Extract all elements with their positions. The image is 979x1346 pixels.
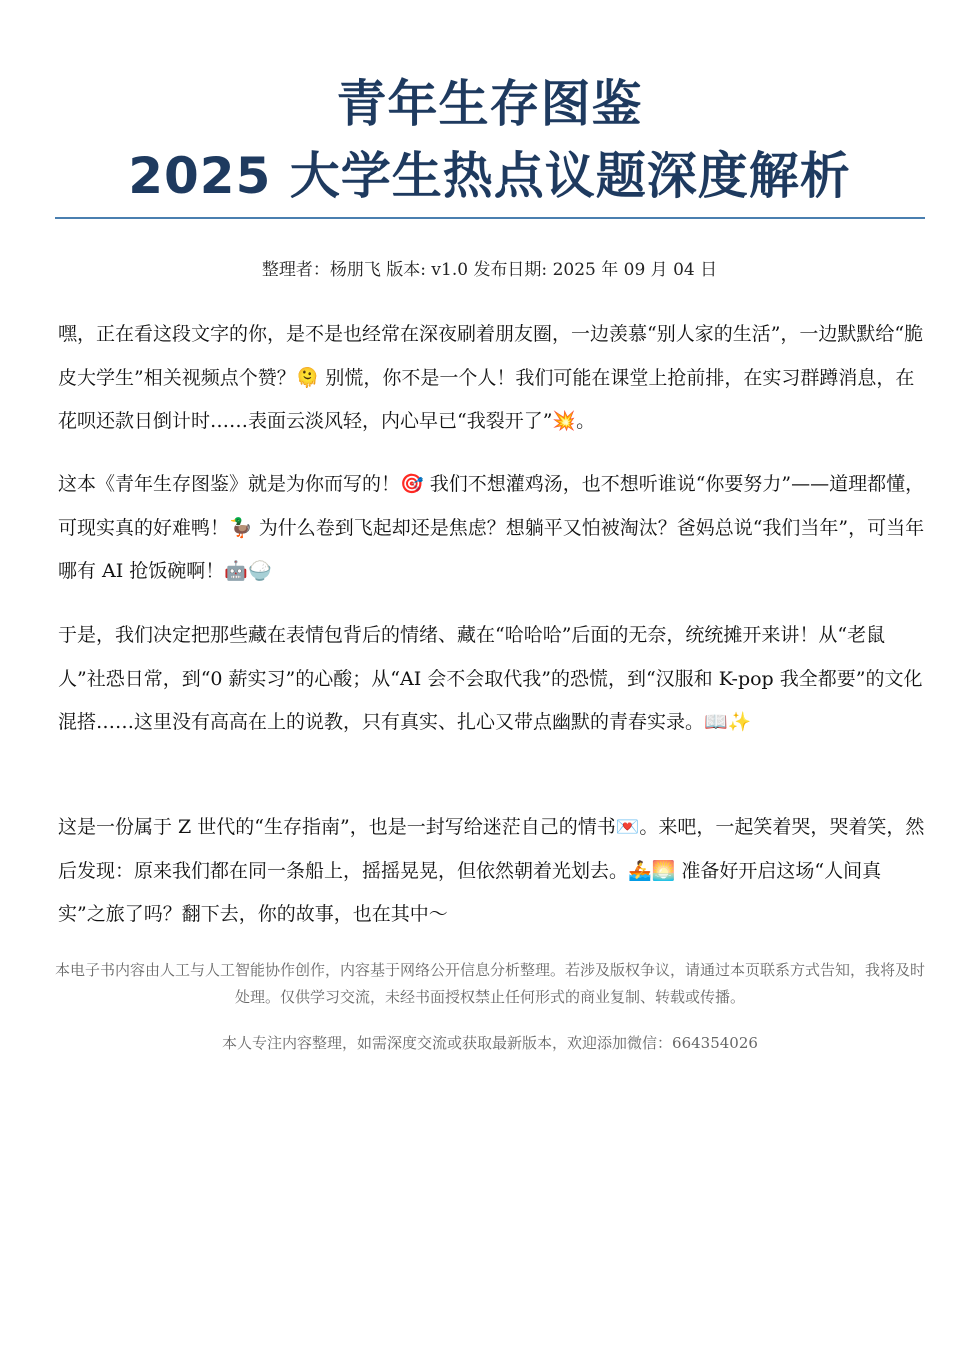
intro-paragraph-3: 于是，我们决定把那些藏在表情包背后的情绪、藏在“哈哈哈”后面的无奈，统统摊开来讲！从“老鼠人”社恐日常，到“0 薪实习”的心酸；从“AI 会不会取代我”的恐慌，到“汉服和 K-pop 我全都要”的文化混搭……这里没有高高在上的说教，只有真实、扎心又带点幽默的青春实录。📖✨: [58, 624, 923, 733]
page-title-line-1: 青年生存图鉴: [336, 75, 643, 133]
intro-paragraph-1: 嘿，正在看这段文字的你，是不是也经常在深夜刷着朋友圈，一边羡慕“别人家的生活”，一边默默给“脆皮大学生”相关视频点个赞？🫠 别慌，你不是一个人！我们可能在课堂上抢前排，在实习群蹲消息，在花呗还款日倒计时……表面云淡风轻，内心早已“我裂开了”💥。: [58, 323, 924, 432]
page-title-line-2: 2025 大学生热点议题深度解析: [128, 147, 851, 205]
intro-paragraph-2: 这本《青年生存图鉴》就是为你而写的！🎯 我们不想灌鸡汤，也不想听谁说“你要努力”——道理都懂，可现实真的好难鸭！🦆 为什么卷到飞起却还是焦虑？想躺平又怕被淘汰？爸妈总说“我们当年”，可当年哪有 AI 抢饭碗啊！🤖🍚: [58, 473, 925, 582]
document-meta: 整理者：杨朋飞 版本: v1.0 发布日期: 2025 年 09 月 04 日: [261, 260, 718, 280]
contact-notice: 本人专注内容整理，如需深度交流或获取最新版本，欢迎添加微信：664354026: [222, 1034, 758, 1052]
title-divider: [55, 217, 925, 219]
intro-paragraph-4: 这是一份属于 Z 世代的“生存指南”，也是一封写给迷茫自己的情书💌。来吧，一起笑着哭，哭着笑，然后发现：原来我们都在同一条船上，摇摇晃晃，但依然朝着光划去。🚣🌅 准备好开启这场“人间真实”之旅了吗？翻下去，你的故事，也在其中～: [58, 816, 925, 925]
copyright-notice: 本电子书内容由人工与人工智能协作创作，内容基于网络公开信息分析整理。若涉及版权争议，请通过本页联系方式告知，我将及时处理。仅供学习交流，未经书面授权禁止任何形式的商业复制、转载或传播。: [55, 961, 926, 1006]
